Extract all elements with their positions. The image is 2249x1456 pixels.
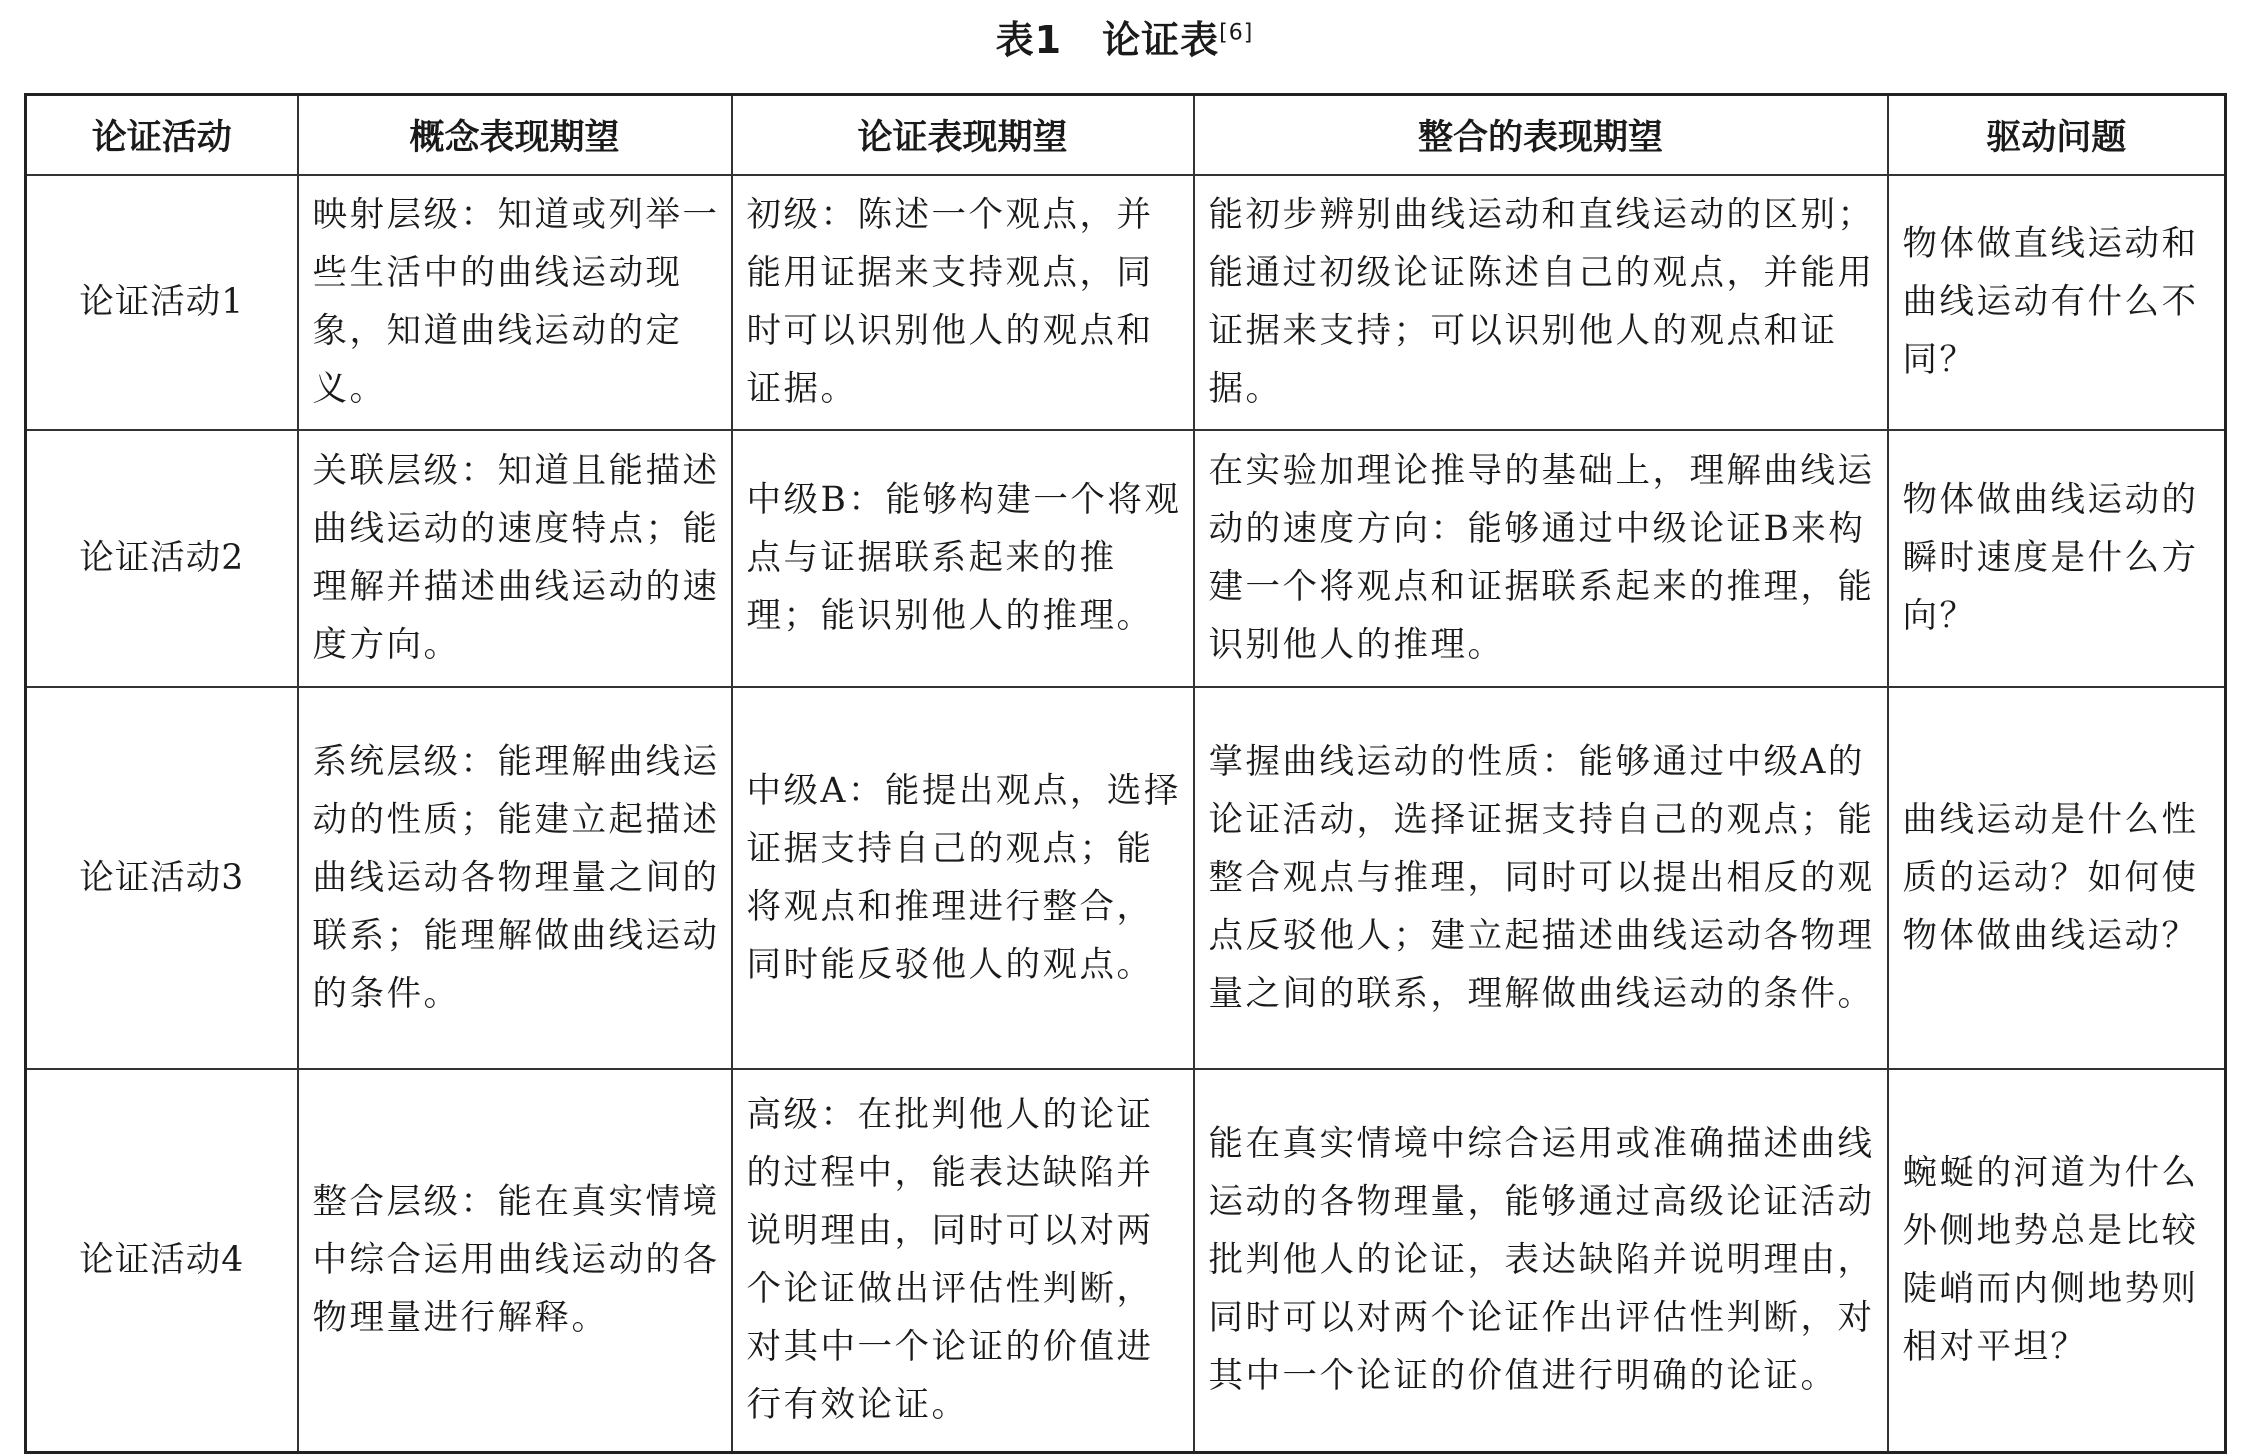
concept-cell: 关联层级：知道且能描述曲线运动的速度特点；能理解并描述曲线运动的速度方向。	[298, 430, 732, 687]
activity-cell: 论证活动1	[26, 175, 298, 430]
table-caption	[0, 14, 2249, 66]
argument-cell: 初级：陈述一个观点，并能用证据来支持观点，同时可以识别他人的观点和证据。	[732, 175, 1194, 430]
concept-cell: 映射层级：知道或列举一些生活中的曲线运动现象，知道曲线运动的定义。	[298, 175, 732, 430]
caption-title: 论证表	[1102, 18, 1220, 62]
integrated-cell: 能初步辨别曲线运动和直线运动的区别；能通过初级论证陈述自己的观点，并能用证据来支持；可以识别他人的观点和证据。	[1194, 175, 1888, 430]
table-row	[26, 687, 2226, 1069]
header-activity: 论证活动	[26, 95, 298, 175]
question-cell: 蜿蜒的河道为什么外侧地势总是比较陡峭而内侧地势则相对平坦？	[1888, 1069, 2226, 1453]
header-driving-question: 驱动问题	[1888, 95, 2226, 175]
header-integrated-expectation: 整合的表现期望	[1194, 95, 1888, 175]
activity-cell: 论证活动4	[26, 1069, 298, 1453]
integrated-cell: 在实验加理论推导的基础上，理解曲线运动的速度方向：能够通过中级论证B来构建一个将观点和证据联系起来的推理，能识别他人的推理。	[1194, 430, 1888, 687]
table-row	[26, 175, 2226, 430]
caption-number: 表1	[995, 18, 1063, 62]
header-concept-expectation: 概念表现期望	[298, 95, 732, 175]
activity-cell: 论证活动2	[26, 430, 298, 687]
question-cell: 物体做直线运动和曲线运动有什么不同？	[1888, 175, 2226, 430]
table-row	[26, 1069, 2226, 1453]
question-cell: 物体做曲线运动的瞬时速度是什么方向？	[1888, 430, 2226, 687]
argument-cell: 中级A：能提出观点，选择证据支持自己的观点；能将观点和推理进行整合，同时能反驳他人的观点。	[732, 687, 1194, 1069]
table-header-row	[26, 95, 2226, 175]
question-cell: 曲线运动是什么性质的运动？如何使物体做曲线运动？	[1888, 687, 2226, 1069]
argument-cell: 中级B：能够构建一个将观点与证据联系起来的推理；能识别他人的推理。	[732, 430, 1194, 687]
concept-cell: 系统层级：能理解曲线运动的性质；能建立起描述曲线运动各物理量之间的联系；能理解做曲线运动的条件。	[298, 687, 732, 1069]
integrated-cell: 掌握曲线运动的性质：能够通过中级A的论证活动，选择证据支持自己的观点；能整合观点与推理，同时可以提出相反的观点反驳他人；建立起描述曲线运动各物理量之间的联系，理解做曲线运动的条件。	[1194, 687, 1888, 1069]
concept-cell: 整合层级：能在真实情境中综合运用曲线运动的各物理量进行解释。	[298, 1069, 732, 1453]
activity-cell: 论证活动3	[26, 687, 298, 1069]
table-row	[26, 430, 2226, 687]
integrated-cell: 能在真实情境中综合运用或准确描述曲线运动的各物理量，能够通过高级论证活动批判他人的论证，表达缺陷并说明理由，同时可以对两个论证作出评估性判断，对其中一个论证的价值进行明确的论证。	[1194, 1069, 1888, 1453]
caption-reference: [6]	[1219, 20, 1254, 46]
argument-cell: 高级：在批判他人的论证的过程中，能表达缺陷并说明理由，同时可以对两个论证做出评估性判断，对其中一个论证的价值进行有效论证。	[732, 1069, 1194, 1453]
header-argument-expectation: 论证表现期望	[732, 95, 1194, 175]
argumentation-table	[24, 93, 2227, 1454]
